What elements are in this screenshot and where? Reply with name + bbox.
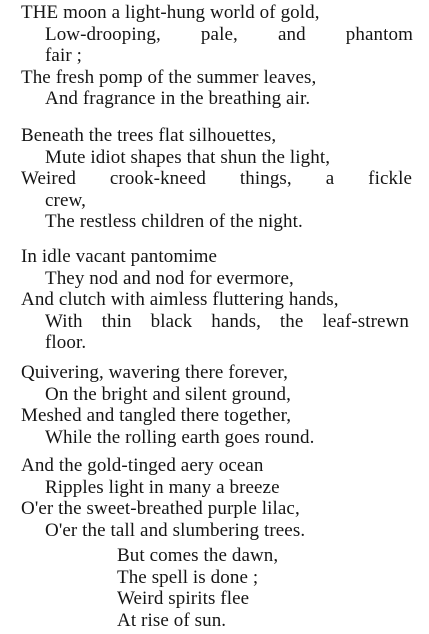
poem-line: The fresh pomp of the summer leaves, (21, 66, 317, 88)
poem-line: They nod and nod for evermore, (45, 267, 294, 289)
poem-line: On the bright and silent ground, (45, 383, 291, 405)
poem-line: Beneath the trees flat silhouettes, (21, 125, 277, 146)
poem-line: While the rolling earth goes round. (45, 426, 315, 448)
poem-line: And clutch with aimless fluttering hands, (21, 289, 339, 311)
stanza-5 (0, 455, 429, 541)
poem-line: O'er the sweet-breathed purple lilac, (21, 498, 300, 520)
poem-line: Ripples light in many a breeze (45, 476, 280, 498)
poem-line: With thin black hands, the leaf-strewn (45, 310, 409, 332)
poem-line: Weired crook-kneed things, a fickle (21, 168, 412, 190)
poem-line: O'er the tall and slumbering trees. (45, 519, 306, 541)
stanza-6 (0, 545, 429, 631)
poem-line: The spell is done ; (117, 566, 259, 588)
stanza-1 (0, 2, 429, 110)
poem-line: Low-drooping, pale, and phantom (45, 23, 413, 45)
poem-line: Meshed and tangled there together, (21, 405, 292, 427)
poem-line: And the gold-tinged aery ocean (21, 455, 264, 476)
poem-line: Quivering, wavering there forever, (21, 362, 288, 383)
poem-line: Mute idiot shapes that shun the light, (45, 146, 331, 168)
poem-line: At rise of sun. (117, 609, 227, 631)
poem-line: fair ; (45, 45, 82, 67)
poem-line: And fragrance in the breathing air. (45, 88, 311, 110)
stanza-4 (0, 362, 429, 448)
stanza-3 (0, 246, 429, 354)
poem-line: The restless children of the night. (45, 211, 303, 233)
stanza-2 (0, 125, 429, 233)
poem-line: But comes the dawn, (117, 545, 279, 566)
poem-line: crew, (45, 189, 86, 211)
poem-line: floor. (45, 332, 87, 354)
poem-line: In idle vacant pantomime (21, 246, 218, 267)
poem-line: THE moon a light-hung world of gold, (21, 2, 320, 23)
poem-line: Weird spirits flee (117, 588, 250, 610)
